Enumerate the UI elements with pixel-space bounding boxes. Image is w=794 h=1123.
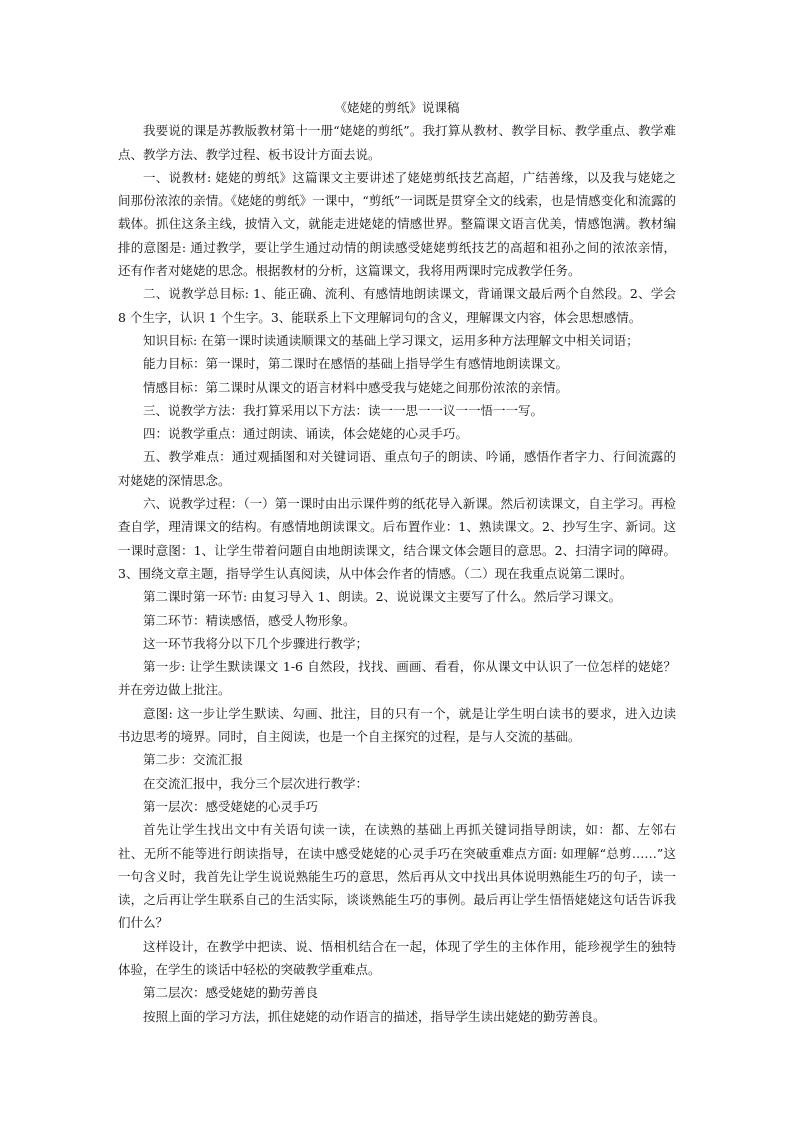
- paragraph-session2-step2: 第二环节：精读感悟，感受人物形象。: [143, 612, 356, 628]
- paragraph-session2-step1: 第二课时第一环节: 由复习导入 1、朗读。2、说说课文主要写了什么。然后学习课文。: [143, 589, 622, 605]
- paragraph-level-two: 第二层次：感受姥姥的勤劳善良: [143, 985, 319, 1001]
- paragraph-level-one: 第一层次：感受姥姥的心灵手巧: [143, 798, 319, 814]
- paragraph-design-note: 这样设计，在教学中把读、说、悟相机结合在一起，体现了学生的主体作用，能珍视学生的独特体验，在学生的谈话中轻松的突破教学重难点。: [118, 938, 676, 977]
- paragraph-intro: 我要说的课是苏教版教材第十一册“姥姥的剪纸”。我打算从教材、教学目标、教学重点、教学难点、教学方法、教学过程、板书设计方面去说。: [118, 123, 676, 162]
- paragraph-key-points: 四：说教学重点：通过朗读、诵读，体会姥姥的心灵手巧。: [143, 426, 469, 442]
- document-title: 《姥姥的剪纸》说课稿: [334, 100, 460, 115]
- paragraph-process: 六、说教学过程：（一）第一课时由出示课件剪的纸花导入新课。然后初读课文，自主学习。再检查自学，理清课文的结构。有感情地朗读课文。后布置作业：1、熟读课文。2、抄写生字、新词。这一课时意图：1、让学生带着问题自由地朗读课文，结合课文体会题目的意思。2、扫清字词的障碍。3、围绕文章主题，指导学生认真阅读，从中体会作者的情感。（二）现在我重点说第二课时。: [118, 496, 676, 581]
- paragraph-level-two-body: 按照上面的学习方法，抓住姥姥的动作语言的描述，指导学生读出姥姥的勤劳善良。: [143, 1008, 606, 1024]
- paragraph-step-one: 第一步: 让学生默读课文 1-6 自然段，找找、画画、看看，你从课文中认识了一位怎样的姥姥？并在旁边做上批注。: [118, 659, 676, 698]
- paragraph-ability-goal: 能力目标：第一课时，第二课时在感悟的基础上指导学生有感情地朗读课文。: [143, 356, 569, 372]
- paragraph-steps-intro: 这一环节我将分以下几个步骤进行教学；: [143, 635, 369, 651]
- paragraph-level-one-body: 首先让学生找出文中有关语句读一读，在读熟的基础上再抓关键词指导朗读，如：都、左邻右社、无所不能等进行朗读指导，在读中感受姥姥的心灵手巧在突破重难点方面: 如理解“总剪……”这一句含义时，我首先让学生说说熟能生巧的意思，然后再从文中找出具体说明熟能生巧的句子，读一读，之后再让学生联系自己的生活实际，谈谈熟能生巧的事例。最后再让学生悟悟姥姥这句话告诉我们什么？: [118, 822, 676, 931]
- paragraph-emotion-goal: 情感目标：第二课时从课文的语言材料中感受我与姥姥之间那份浓浓的亲情。: [143, 379, 569, 395]
- document-page: [118, 96, 676, 1028]
- paragraph-levels-intro: 在交流汇报中，我分三个层次进行教学：: [143, 775, 369, 791]
- paragraph-knowledge-goal: 知识目标: 在第一课时读通读顺课文的基础上学习课文，运用多种方法理解文中相关词语；: [143, 332, 639, 348]
- paragraph-textbook: 一、说教材: 姥姥的剪纸》这篇课文主要讲述了姥姥剪纸技艺高超，广结善缘，以及我与姥姥之间那份浓浓的亲情。《姥姥的剪纸》一课中，“剪纸”一词既是贯穿全文的线索，也是情感变化和流露的载体。抓住这条主线，披情入文，就能走进姥姥的情感世界。整篇课文语言优美，情感饱满。教材编排的意图是: 通过教学，要让学生通过动情的朗读感受姥姥剪纸技艺的高超和祖孙之间的浓浓亲情，还有作者对姥姥的思念。根据教材的分析，这篇课文，我将用两课时完成教学任务。: [118, 169, 676, 279]
- paragraph-step-two: 第二步：交流汇报: [143, 752, 244, 768]
- paragraph-difficulties: 五、教学难点：通过观插图和对关键词语、重点句子的朗读、吟诵，感悟作者字力、行间流露的对姥姥的深情思念。: [118, 449, 676, 488]
- paragraph-methods: 三、说教学方法：我打算采用以下方法：读一一思一一议一一悟一一写。: [143, 402, 544, 418]
- paragraph-intent: 意图: 这一步让学生默读、勾画、批注，目的只有一个，就是让学生明白读书的要求，进入边读书边思考的境界。同时，自主阅读，也是一个自主探究的过程，是与人交流的基础。: [118, 705, 676, 745]
- paragraph-goals: 二、说教学总目标: 1、能正确、流利、有感情地朗读课文，背诵课文最后两个自然段。2、学会 8 个生字，认识 1 个生字。3、能联系上下文理解词句的含义，理解课文内容，体会思想感情。: [118, 286, 676, 325]
